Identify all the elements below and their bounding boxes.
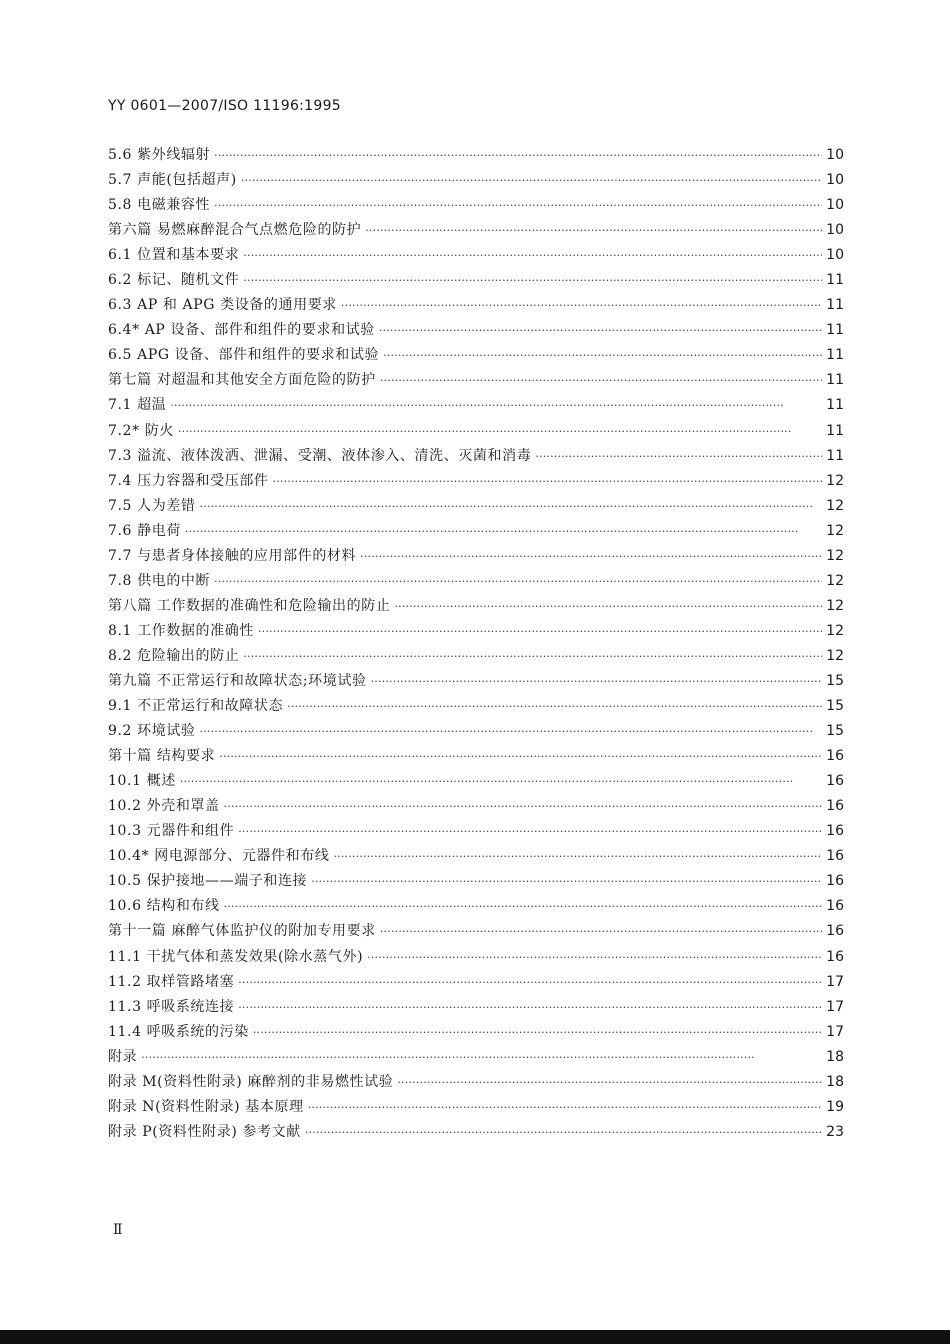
toc-entry-title: 第十篇 结构要求: [108, 748, 216, 765]
toc-entry-title: 9.2 环境试验: [108, 723, 196, 740]
toc-entry[interactable]: [108, 419, 844, 444]
toc-entry-title: 8.2 危险输出的防止: [108, 647, 240, 664]
dot-leader: [258, 619, 822, 644]
toc-entry-title: 7.1 超温: [108, 397, 167, 414]
toc-entry-page: 11: [826, 397, 844, 414]
toc-entry-title: 附录 P(资料性附录) 参考文献: [108, 1123, 301, 1140]
toc-entry[interactable]: [108, 594, 844, 619]
toc-entry-title: 5.6 紫外线辐射: [108, 147, 211, 163]
toc-entry[interactable]: [108, 669, 844, 694]
dot-leader: [241, 168, 822, 193]
dot-leader: [178, 419, 822, 444]
toc-entry-title: 5.8 电磁兼容性: [108, 197, 211, 214]
toc-entry-page: 16: [826, 823, 844, 840]
dot-leader: [238, 970, 822, 995]
dot-leader: [367, 945, 822, 970]
dot-leader: [243, 644, 822, 669]
dot-leader: [380, 919, 822, 944]
dot-leader: [224, 894, 823, 919]
toc-entry[interactable]: [108, 869, 844, 894]
toc-entry[interactable]: [108, 569, 844, 594]
toc-entry-title: 6.3 AP 和 APG 类设备的通用要求: [108, 297, 337, 314]
toc-entry[interactable]: [108, 1070, 844, 1095]
toc-entry-title: 附录 M(资料性附录) 麻醉剂的非易燃性试验: [108, 1073, 394, 1090]
dot-leader: [360, 544, 822, 569]
toc-entry-title: 7.4 压力容器和受压部件: [108, 472, 269, 489]
toc-entry-page: 16: [826, 848, 844, 865]
toc-entry-page: 15: [826, 723, 844, 740]
toc-entry-page: 12: [826, 472, 844, 489]
toc-entry[interactable]: [108, 243, 844, 268]
toc-entry-page: 15: [826, 698, 844, 715]
toc-entry-title: 11.4 呼吸系统的污染: [108, 1023, 249, 1040]
toc-entry[interactable]: [108, 393, 844, 418]
dot-leader: [379, 318, 822, 343]
bottom-border: [0, 1330, 950, 1344]
toc-entry-page: 18: [826, 1073, 844, 1090]
toc-entry[interactable]: [108, 343, 844, 368]
toc-entry[interactable]: [108, 995, 844, 1020]
toc-entry[interactable]: [108, 168, 844, 193]
toc-entry[interactable]: [108, 719, 844, 744]
toc-entry-title: 7.2* 防火: [108, 422, 174, 439]
dot-leader: [397, 1070, 822, 1095]
toc-entry-title: 7.6 静电荷: [108, 522, 181, 539]
toc-entry[interactable]: [108, 193, 844, 218]
toc-entry[interactable]: [108, 318, 844, 343]
toc-entry-title: 11.3 呼吸系统连接: [108, 998, 235, 1015]
toc-entry-page: 16: [826, 948, 844, 965]
dot-leader: [214, 193, 822, 218]
toc-entry-title: 6.2 标记、随机文件: [108, 272, 240, 289]
toc-entry-page: 16: [826, 923, 844, 940]
standard-header: YY 0601—2007/ISO 11196:1995: [108, 98, 341, 114]
toc-entry-page: 12: [826, 597, 844, 614]
toc-entry-page: 15: [826, 672, 844, 689]
toc-entry[interactable]: [108, 894, 844, 919]
toc-entry-page: 16: [826, 773, 844, 790]
page-number: Ⅱ: [113, 1222, 123, 1238]
dot-leader: [365, 218, 822, 243]
toc-entry[interactable]: [108, 368, 844, 393]
toc-entry-title: 10.6 结构和布线: [108, 898, 220, 915]
toc-entry-page: 11: [826, 272, 844, 289]
toc-entry-page: 17: [826, 1023, 844, 1040]
dot-leader: [380, 368, 822, 393]
toc-entry-title: 7.3 溢流、液体泼洒、泄漏、受潮、液体渗入、清洗、灭菌和消毒: [108, 447, 532, 464]
toc-entry[interactable]: [108, 1045, 844, 1070]
toc-entry-page: 17: [826, 973, 844, 990]
dot-leader: [311, 869, 822, 894]
toc-entry-page: 12: [826, 522, 844, 539]
dot-leader: [170, 393, 822, 418]
toc-entry[interactable]: [108, 1120, 844, 1145]
toc-entry[interactable]: [108, 143, 844, 168]
dot-leader: [287, 694, 822, 719]
toc-entry-page: 12: [826, 547, 844, 564]
toc-entry-title: 6.4* AP 设备、部件和组件的要求和试验: [108, 322, 375, 339]
toc-entry-title: 10.1 概述: [108, 773, 176, 790]
dot-leader: [394, 594, 822, 619]
toc-entry[interactable]: [108, 293, 844, 318]
dot-leader: [238, 995, 822, 1020]
toc-entry[interactable]: [108, 619, 844, 644]
toc-entry-page: 16: [826, 798, 844, 815]
dot-leader: [224, 794, 823, 819]
toc-entry-title: 第八篇 工作数据的准确性和危险输出的防止: [108, 597, 391, 614]
toc-entry-title: 10.2 外壳和罩盖: [108, 798, 220, 815]
toc-entry[interactable]: [108, 694, 844, 719]
toc-entry-page: 12: [826, 647, 844, 664]
toc-entry-title: 10.3 元器件和组件: [108, 823, 235, 840]
dot-leader: [243, 268, 822, 293]
dot-leader: [200, 719, 823, 744]
table-of-contents: [108, 143, 844, 1145]
toc-entry-page: 11: [826, 322, 844, 339]
toc-entry-title: 8.1 工作数据的准确性: [108, 622, 254, 639]
toc-entry-page: 11: [826, 422, 844, 439]
toc-entry[interactable]: [108, 1095, 844, 1120]
dot-leader: [253, 1020, 822, 1045]
toc-entry-page: 11: [826, 372, 844, 389]
toc-entry-page: 16: [826, 898, 844, 915]
toc-entry-title: 7.5 人为差错: [108, 497, 196, 514]
toc-entry-title: 10.4* 网电源部分、元器件和布线: [108, 848, 330, 865]
toc-entry-title: 11.2 取样管路堵塞: [108, 973, 235, 990]
toc-entry-page: 16: [826, 873, 844, 890]
toc-entry[interactable]: [108, 444, 844, 469]
dot-leader: [185, 519, 822, 544]
dot-leader: [273, 469, 823, 494]
toc-entry-page: 10: [826, 197, 844, 214]
toc-entry-page: 12: [826, 497, 844, 514]
toc-entry[interactable]: [108, 819, 844, 844]
toc-entry-title: 附录 N(资料性附录) 基本原理: [108, 1098, 304, 1115]
toc-entry-title: 第七篇 对超温和其他安全方面危险的防护: [108, 372, 376, 389]
dot-leader: [305, 1120, 822, 1145]
toc-entry-title: 6.1 位置和基本要求: [108, 247, 240, 264]
toc-entry-page: 12: [826, 572, 844, 589]
toc-entry[interactable]: [108, 744, 844, 769]
toc-entry-page: 10: [826, 147, 844, 163]
dot-leader: [383, 343, 822, 368]
toc-entry-page: 16: [826, 748, 844, 765]
toc-entry-title: 第九篇 不正常运行和故障状态;环境试验: [108, 672, 367, 689]
toc-entry-page: 11: [826, 297, 844, 314]
dot-leader: [333, 844, 822, 869]
dot-leader: [535, 444, 822, 469]
toc-entry-page: 17: [826, 998, 844, 1015]
toc-entry[interactable]: [108, 519, 844, 544]
dot-leader: [200, 494, 823, 519]
toc-entry-page: 10: [826, 247, 844, 264]
toc-entry[interactable]: [108, 794, 844, 819]
toc-entry-page: 23: [826, 1123, 844, 1140]
dot-leader: [243, 243, 822, 268]
dot-leader: [141, 1045, 822, 1070]
toc-entry[interactable]: [108, 919, 844, 944]
dot-leader: [238, 819, 822, 844]
dot-leader: [180, 769, 822, 794]
toc-entry[interactable]: [108, 494, 844, 519]
toc-entry-title: 6.5 APG 设备、部件和组件的要求和试验: [108, 347, 380, 364]
dot-leader: [371, 669, 823, 694]
dot-leader: [214, 569, 822, 594]
toc-entry-title: 11.1 干扰气体和蒸发效果(除水蒸气外): [108, 948, 364, 965]
toc-entry-title: 附录: [108, 1048, 138, 1065]
toc-entry[interactable]: [108, 970, 844, 995]
toc-entry[interactable]: [108, 218, 844, 243]
toc-entry-title: 7.7 与患者身体接触的应用部件的材料: [108, 547, 357, 564]
toc-entry-page: 11: [826, 447, 844, 464]
toc-entry[interactable]: [108, 769, 844, 794]
toc-entry-page: 10: [826, 172, 844, 189]
toc-entry-title: 第六篇 易燃麻醉混合气点燃危险的防护: [108, 222, 362, 239]
dot-leader: [214, 143, 822, 168]
toc-entry-page: 19: [826, 1098, 844, 1115]
toc-entry-title: 7.8 供电的中断: [108, 572, 211, 589]
dot-leader: [308, 1095, 822, 1120]
toc-entry[interactable]: [108, 945, 844, 970]
dot-leader: [219, 744, 822, 769]
toc-entry-title: 10.5 保护接地——端子和连接: [108, 873, 308, 890]
toc-entry-page: 10: [826, 222, 844, 239]
toc-entry[interactable]: [108, 544, 844, 569]
toc-entry-page: 12: [826, 622, 844, 639]
toc-entry[interactable]: [108, 644, 844, 669]
toc-entry-page: 11: [826, 347, 844, 364]
toc-entry-page: 18: [826, 1048, 844, 1065]
toc-entry[interactable]: [108, 1020, 844, 1045]
toc-entry[interactable]: [108, 268, 844, 293]
toc-entry[interactable]: [108, 469, 844, 494]
toc-entry-title: 5.7 声能(包括超声): [108, 172, 237, 189]
toc-entry-title: 9.1 不正常运行和故障状态: [108, 698, 284, 715]
toc-entry-title: 第十一篇 麻醉气体监护仪的附加专用要求: [108, 923, 376, 940]
dot-leader: [341, 293, 822, 318]
toc-entry[interactable]: [108, 844, 844, 869]
